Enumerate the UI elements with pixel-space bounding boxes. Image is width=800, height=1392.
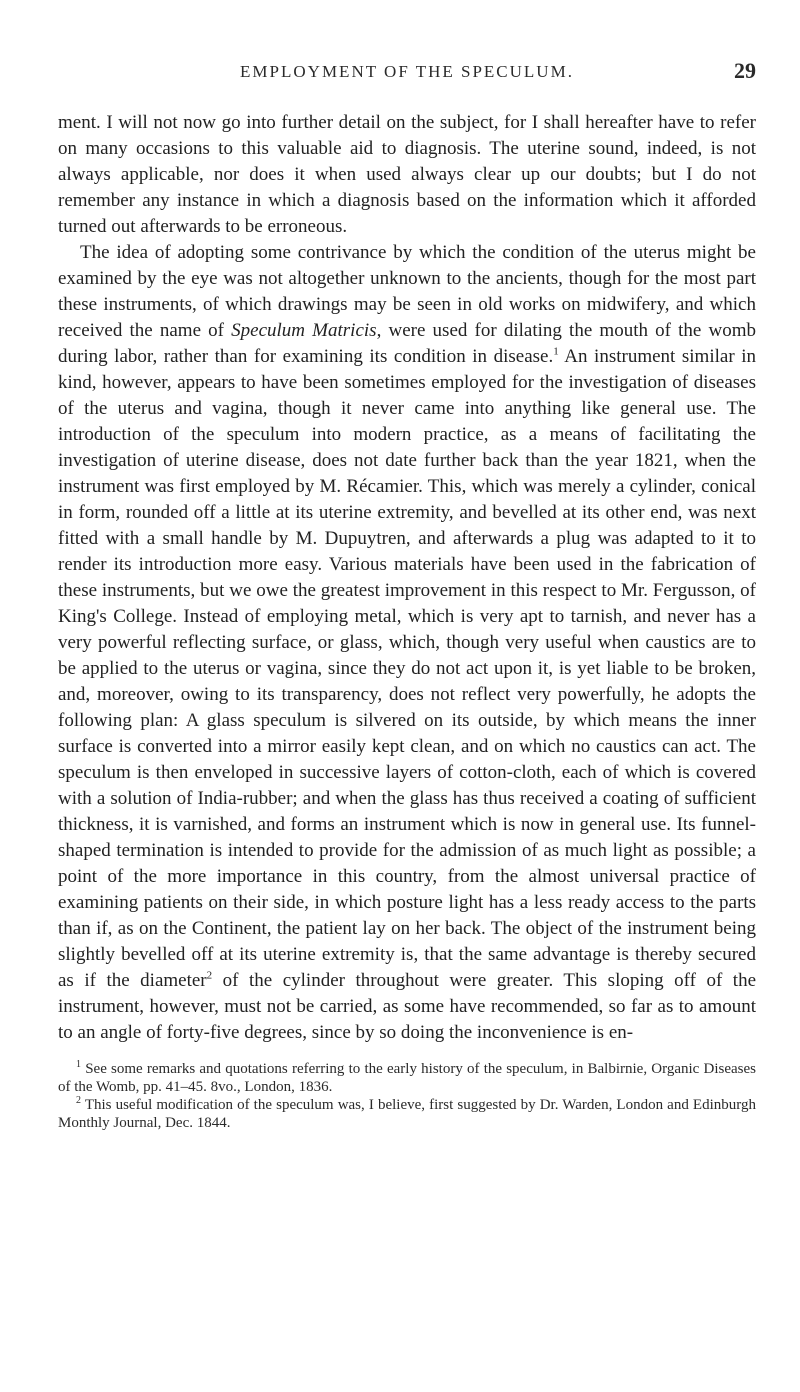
footnote-1: [58, 1060, 756, 1096]
running-title: EMPLOYMENT OF THE SPECULUM.: [240, 62, 574, 81]
footnote-2-mark: 2: [76, 1095, 81, 1106]
running-head: [58, 44, 756, 84]
speculum-matricis-term: Speculum Matricis: [231, 320, 377, 341]
book-page: [0, 44, 800, 1392]
paragraph-1: ment. I will not now go into further detail on the subject, for I shall hereafter have to refer on many occasions to this valuable aid to diagnosis. The uterine sound, indeed, is not always applicable, nor does it when used always clear up our doubts; but I do not remember any instance in which a diagnosis based on the information which it afforded turned out afterwards to be erroneous.: [58, 112, 756, 237]
footnote-2-text: This useful modification of the speculum was, I believe, first suggested by Dr. Warden, London and Edinburgh Monthly Journal, Dec. 1844.: [58, 1097, 756, 1131]
body-text: [58, 110, 756, 1046]
footnote-1-mark: 1: [76, 1059, 81, 1070]
paragraph-2-part-d: of the cylinder throughout were greater. This sloping off of the instrument, however, must not be carried, as some have recommended, so far as to amount to an angle of forty-five degrees, since by so doing the inconvenience is en-: [58, 970, 756, 1043]
footnote-ref-1: 1: [553, 345, 559, 358]
paragraph-2-part-c: An instrument similar in kind, however, appears to have been sometimes employed for the investigation of diseases of the uterus and vagina, though it never came into anything like general use. The introduction of the speculum into modern practice, as a means of facilitating the investigation of uterine disease, does not date further back than the year 1821, when the instrument was first employed by M. Récamier. This, which was merely a cylinder, conical in form, rounded off a little at its uterine extremity, and bevelled at its other end, was next fitted with a small handle by M. Dupuytren, and afterwards a plug was adapted to it to render its introduction more easy. Various materials have been used in the fabrication of these instruments, but we owe the greatest improvement in this respect to Mr. Fergusson, of King's College. Instead of employing metal, which is very apt to tarnish, and never has a very powerful reflecting surface, or glass, which, though very useful when caustics are to be applied to the uterus or vagina, since they do not act upon it, is yet liable to be broken, and, moreover, owing to its transparency, does not reflect very powerfully, he adopts the following plan: A glass speculum is silvered on its outside, by which means the inner surface is converted into a mirror easily kept clean, and on which no caustics can act. The speculum is then enveloped in successive layers of cotton-cloth, each of which is covered with a solution of India-rubber; and when the glass has thus received a coating of sufficient thickness, it is varnished, and forms an instrument which is now in general use. Its funnel-shaped termination is intended to provide for the admission of as much light as possible; a point of the more importance in this country, from the almost universal practice of examining patients on their side, in which posture light has a less ready access to the parts than if, as on the Continent, the patient lay on her back. The object of the instrument being slightly bevelled off at its uterine extremity is, that the same advantage is thereby secured as if the diameter: [58, 346, 756, 991]
paragraph-2-part-b: , were used for dilating the mouth of the womb during labor, rather than for examining its condition in disease.: [58, 320, 756, 367]
footnotes: [58, 1060, 756, 1132]
footnote-1-text: See some remarks and quotations referring to the early history of the speculum, in Balbirnie, Organic Diseases of the Womb, pp. 41–45. 8vo., London, 1836.: [58, 1061, 756, 1095]
paragraph-2: [58, 240, 756, 1046]
page-number: 29: [734, 58, 756, 83]
footnote-ref-2: 2: [206, 969, 213, 982]
footnote-2: [58, 1096, 756, 1132]
paragraph-2-part-a: The idea of adopting some contrivance by which the condition of the uterus might be examined by the eye was not altogether unknown to the ancients, though for the most part these instruments, of which drawings may be seen in old works on midwifery, and which received the name of: [58, 242, 756, 341]
